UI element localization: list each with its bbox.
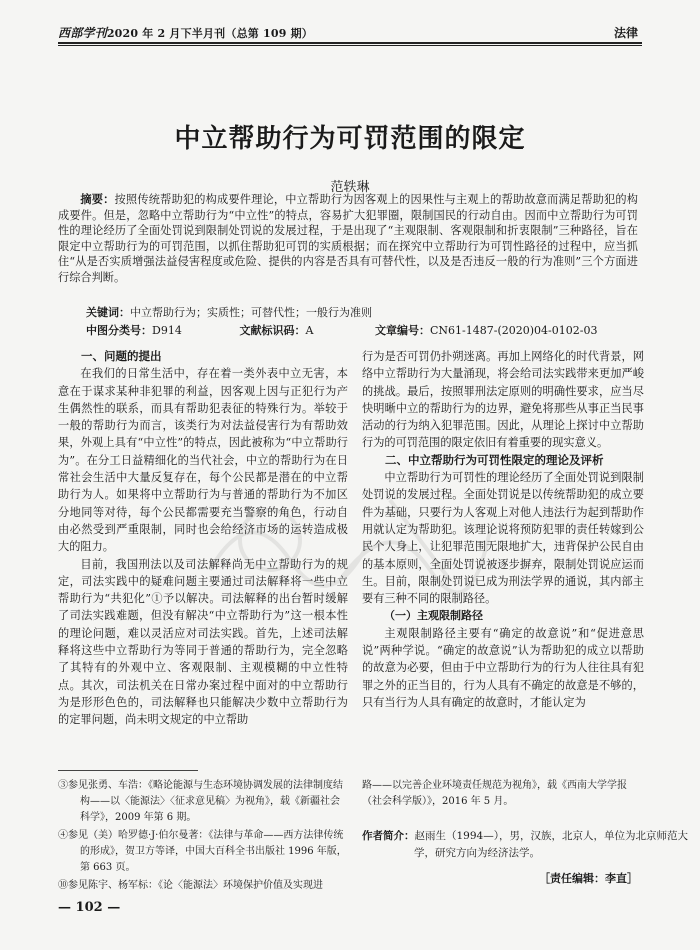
section-label: 法律: [613, 26, 638, 40]
doc-code-value: A: [305, 324, 314, 337]
header-rule: [58, 42, 642, 44]
header-rule-thin: [58, 45, 642, 46]
abstract-text: 按照传统帮助犯的构成要件理论，中立帮助行为因客观上的因果性与主观上的帮助故意而满足帮助犯的构成要件。但是，忽略中立帮助行为“中立性”的特点，容易扩大犯罪圈，限制国民的行动自由。因而中立帮助行为可罚性的理论经历了全面处罚说到限制处罚说的发展过程，于是出现了“主观限制、客观限制和折衷限制”三种路径，旨在限定中立帮助行为的可罚范围，以抓住帮助犯可罚的实质根据；而在探究中立帮助行为可罚性路径的过程中，应当抓住“从是否实质增强法益侵害程度或危险、提供的内容是否具有可替代性，以及是否违反一般的行为准则”三个方面进行综合判断。: [58, 193, 638, 284]
footnote-rule: [58, 770, 198, 771]
doc-code-label: 文献标识码：: [239, 324, 306, 337]
paragraph: 中立帮助行为可罚性的理论经历了全面处罚说到限制处罚说的发展过程。全面处罚说是以传统帮助犯的成立要件为基础，只要行为人客观上对他人违法行为起到帮助作用就认定为帮助犯。该理论说将预防犯罪的责任转嫁到公民个人身上，让犯罪范围无限地扩大，违背保护公民自由的基本原则，全面处罚说被逐步摒弃，限制处罚说应运而生。目前，限制处罚说已成为刑法学界的通说，其内部主要有三种不同的限制路径。: [362, 471, 644, 606]
abstract-label: 摘要：: [80, 193, 115, 206]
issue-info: 2020 年 2 月下半月刊（总第 109 期）: [106, 27, 313, 40]
article-title: 中立帮助行为可罚范围的限定: [174, 124, 526, 154]
abstract: [58, 192, 638, 286]
footnotes-right: [362, 778, 644, 810]
page-number: — 102 —: [58, 900, 121, 915]
section-heading-1: 一、问题的提出: [81, 349, 162, 363]
clc-value: D914: [152, 324, 182, 337]
responsible-editor: ［责任编辑：李直］: [539, 872, 638, 885]
keywords-text: 中立帮助行为；实质性；可替代性；一般行为准则: [130, 306, 372, 319]
clc-label: 中图分类号：: [86, 324, 152, 337]
keywords-label: 关键词：: [86, 306, 130, 319]
running-header: [58, 24, 313, 41]
section-heading-2: 二、中立帮助行为可罚性限定的理论及评析: [385, 452, 604, 467]
paragraph: 行为是否可罚仍扑朔迷离。再加上网络化的时代背景，网络中立帮助行为大量涌现，将会给司法实践带来更加严峻的挑战。最后，按照罪刑法定原则的明确性要求，应当尽快明晰中立的帮助行为的边界，避免将那些从事正当民事活动的行为纳入犯罪范围。因此，从理论上探讨中立帮助行为的可罚范围的限定依旧有着重要的现实意义。: [362, 350, 644, 450]
keywords: [86, 304, 372, 320]
paragraph: 在我们的日常生活中，存在着一类外表中立无害，本意在于谋求某种非犯罪的利益，因客观上因与正犯行为产生偶然性的联系，而具有帮助犯表征的特殊行为。举较于一般的帮助行为而言，该类行为对法益侵害行为有帮助效果，外观上具有“中立性”的特点，因此被称为“中立帮助行为”。在分工日益精细化的当代社会，中立的帮助行为在日常社会生活中大量反复存在，每个公民都是潜在的中立帮助行为人。如果将中立帮助行为与普通的帮助行为不加区分地同等对待，每个公民都需要充当警察的角色，行动自由必然受到严重限制，同时也会给经济市场的运转造成极大的阻力。: [58, 367, 348, 554]
paragraph: 目前，我国刑法以及司法解释尚无中立帮助行为的规定，司法实践中的疑难问题主要通过司法解释将一些中立帮助行为“共犯化”①予以解决。司法解释的出台暂时缓解了司法实践难题，但没有解决“中立帮助行为”这一根本性的理论问题，难以灵活应对司法实践。首先，上述司法解释将这些中立帮助行为等同于普通的帮助行为，完全忽略了其特有的外观中立、客观限制、主观模糊的中立性特点。其次，司法机关在日常办案过程中面对的中立帮助行为是形形色色的，司法解释也只能解决少数中立帮助行为的定罪问题，尚未明文规定的中立帮助: [58, 557, 348, 727]
article-no-label: 文章编号：: [375, 324, 430, 337]
article-author: 范轶琳: [330, 180, 370, 195]
journal-name: 西部学刊: [58, 26, 107, 40]
footnotes-left: [58, 778, 348, 896]
footnote: ⑩参见陈宇、杨军标：《论〈能源法〉环境保护价值及实现进: [58, 880, 323, 891]
author-bio-text: 赵雨生（1994—），男，汉族，北京人，单位为北京师范大学，研究方向为经济法学。: [414, 830, 688, 859]
footnote: 路——以完善企业环境责任规范为视角》，载《西南大学学报（社会科学版）》，2016 年 5 月。: [362, 780, 627, 807]
left-column: [58, 348, 348, 729]
footnote: ③参见张勇、车浩：《略论能源与生态环境协调发展的法律制度结构——以〈能源法〉〈征求意见稿〉为视角》，载《新疆社会科学》，2009 年第 6 期。: [58, 780, 343, 823]
right-column: [362, 348, 644, 711]
author-bio-label: 作者简介：: [362, 830, 415, 842]
footnote: ④参见（美）哈罗德·J·伯尔曼著：《法律与革命——西方法律传统的形成》，贺卫方等译，中国大百科全书出版社 1996 年版，第 663 页。: [58, 830, 347, 873]
article-no-value: CN61-1487-(2020)04-0102-03: [430, 324, 598, 337]
classification-line: [86, 322, 646, 338]
paragraph: 主观限制路径主要有“确定的故意说”和“促进意思说”两种学说。“确定的故意说”认为帮助犯的成立以帮助的故意为必要，但由于中立帮助行为的行为人往往具有犯罪之外的正当目的，行为人具有不确定的故意是不够的，只有当行为人具有确定的故意时，才能认定为: [362, 626, 644, 709]
subsection-heading: （一）主观限制路径: [384, 609, 483, 623]
author-bio: [362, 828, 696, 862]
